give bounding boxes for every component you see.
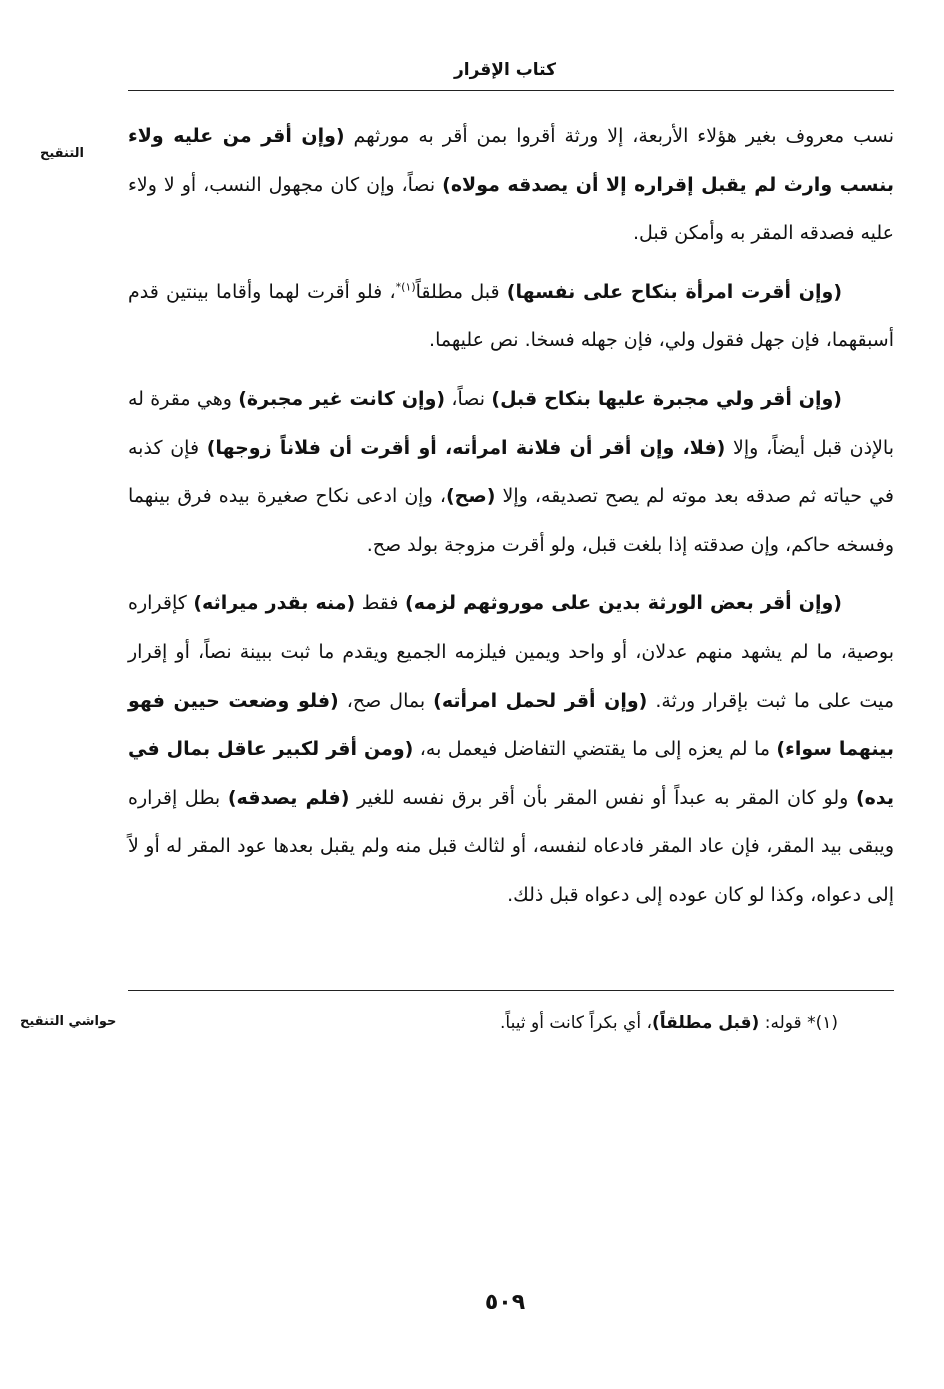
commentary-text: نصاً، وإن كان مجهول النسب، أو لا ولاء عليه فصدقه المقر به وأمكن قبل.	[128, 173, 894, 245]
margin-label-main: التنقيح	[40, 146, 84, 161]
commentary-text: قبل مطلقاً	[415, 280, 507, 303]
header-rule	[128, 90, 894, 91]
footnote-rule	[128, 990, 894, 991]
commentary-text: ، وإن ادعى نكاح صغيرة بيده فرق بينهما وفسخه حاكم، وإن صدقته إذا بلغت قبل، ولو أقرت مزوجة بولد صح.	[128, 485, 894, 556]
matn-text: (فلو وضعت حيين فهو بينهما سواء)	[128, 689, 894, 761]
matn-text: (وإن أقر من عليه ولاء بنسب وارث لم يقبل إقراره إلا أن يصدقه مولاه)	[128, 125, 894, 196]
matn-text: (صح)	[446, 485, 496, 508]
footnote-marker: (١)*	[807, 1013, 838, 1033]
commentary-text: فقط	[355, 592, 406, 615]
main-text	[128, 112, 894, 920]
footnote	[128, 1008, 838, 1038]
matn-text: (فلم يصدقه)	[227, 786, 350, 809]
commentary-text: ما لم يعزه إلى ما يقتضي التفاضل فيعمل به،	[413, 738, 777, 761]
paragraph	[128, 579, 894, 919]
commentary-text: وهي مقرة له بالإذن قبل أيضاً، وإلا	[128, 387, 894, 459]
commentary-text: كإقراره بوصية، ما لم يشهد منهم عدلان، أو واحد ويمين فيلزمه الجميع ويقدم ما ثبت ببينة نصاً، أو إقرار ميت على ما ثبت بإقرار ورثة.	[128, 592, 894, 712]
commentary-text: فإن كذبه في حياته ثم صدقه بعد موته لم يصح تصديقه، وإلا	[128, 436, 894, 508]
commentary-text: نصاً،	[445, 387, 492, 410]
matn-text: (وإن كانت غير مجبرة)	[238, 387, 446, 410]
commentary-text: بطل إقراره ويبقى بيد المقر، فإن عاد المقر فادعاه لنفسه، أو لثالث قبل منه ولم يقبل بعدها عود المقر له أو لاً إلى دعواه، وكذا لو كان عوده إلى دعواه قبل ذلك.	[128, 786, 894, 906]
commentary-text: نسب معروف بغير هؤلاء الأربعة، إلا ورثة أقروا بمن أقر به مورثهم	[344, 125, 894, 147]
matn-text: (منه بقدر ميراثه)	[193, 592, 356, 615]
margin-label-footnotes: حواشي التنقيح	[20, 1014, 117, 1029]
footnote-quoted-text: (قبل مطلقاً)	[651, 1013, 760, 1033]
matn-text: (وإن أقر بعض الورثة بدين على موروثهم لزمه)	[405, 592, 842, 615]
footnote-text: قوله:	[759, 1013, 808, 1033]
paragraph	[128, 268, 894, 365]
paragraph	[128, 112, 894, 258]
paragraph	[128, 375, 894, 569]
matn-text: (وإن أقرت امرأة بنكاح على نفسها)	[506, 280, 843, 303]
footnote-reference: (١)*	[395, 280, 416, 294]
commentary-text: ولو كان المقر به عبداً أو نفس المقر بأن أقر برق نفسه للغير	[349, 786, 856, 809]
running-title: كتاب الإقرار	[453, 60, 557, 80]
footnote-text-end: ، أي بكراً كانت أو ثيباً.	[500, 1013, 652, 1033]
commentary-text: ، فلو أقرت لهما وأقاما بينتين قدم أسبقهما، فإن جهل فقول ولي، فإن جهله فسخا. نص عليهما.	[128, 280, 894, 352]
matn-text: (فلا، وإن أقر أن فلانة امرأته، أو أقرت أن فلاناً زوجها)	[206, 436, 726, 459]
commentary-text: بمال صح،	[338, 689, 434, 712]
matn-text: (وإن أقر لحمل امرأته)	[433, 689, 648, 712]
page-number: ٥٠٩	[484, 1290, 526, 1315]
matn-text: (ومن أقر لكبير عاقل بمال في يده)	[128, 738, 894, 809]
matn-text: (وإن أقر ولي مجبرة عليها بنكاح قبل)	[491, 387, 842, 410]
